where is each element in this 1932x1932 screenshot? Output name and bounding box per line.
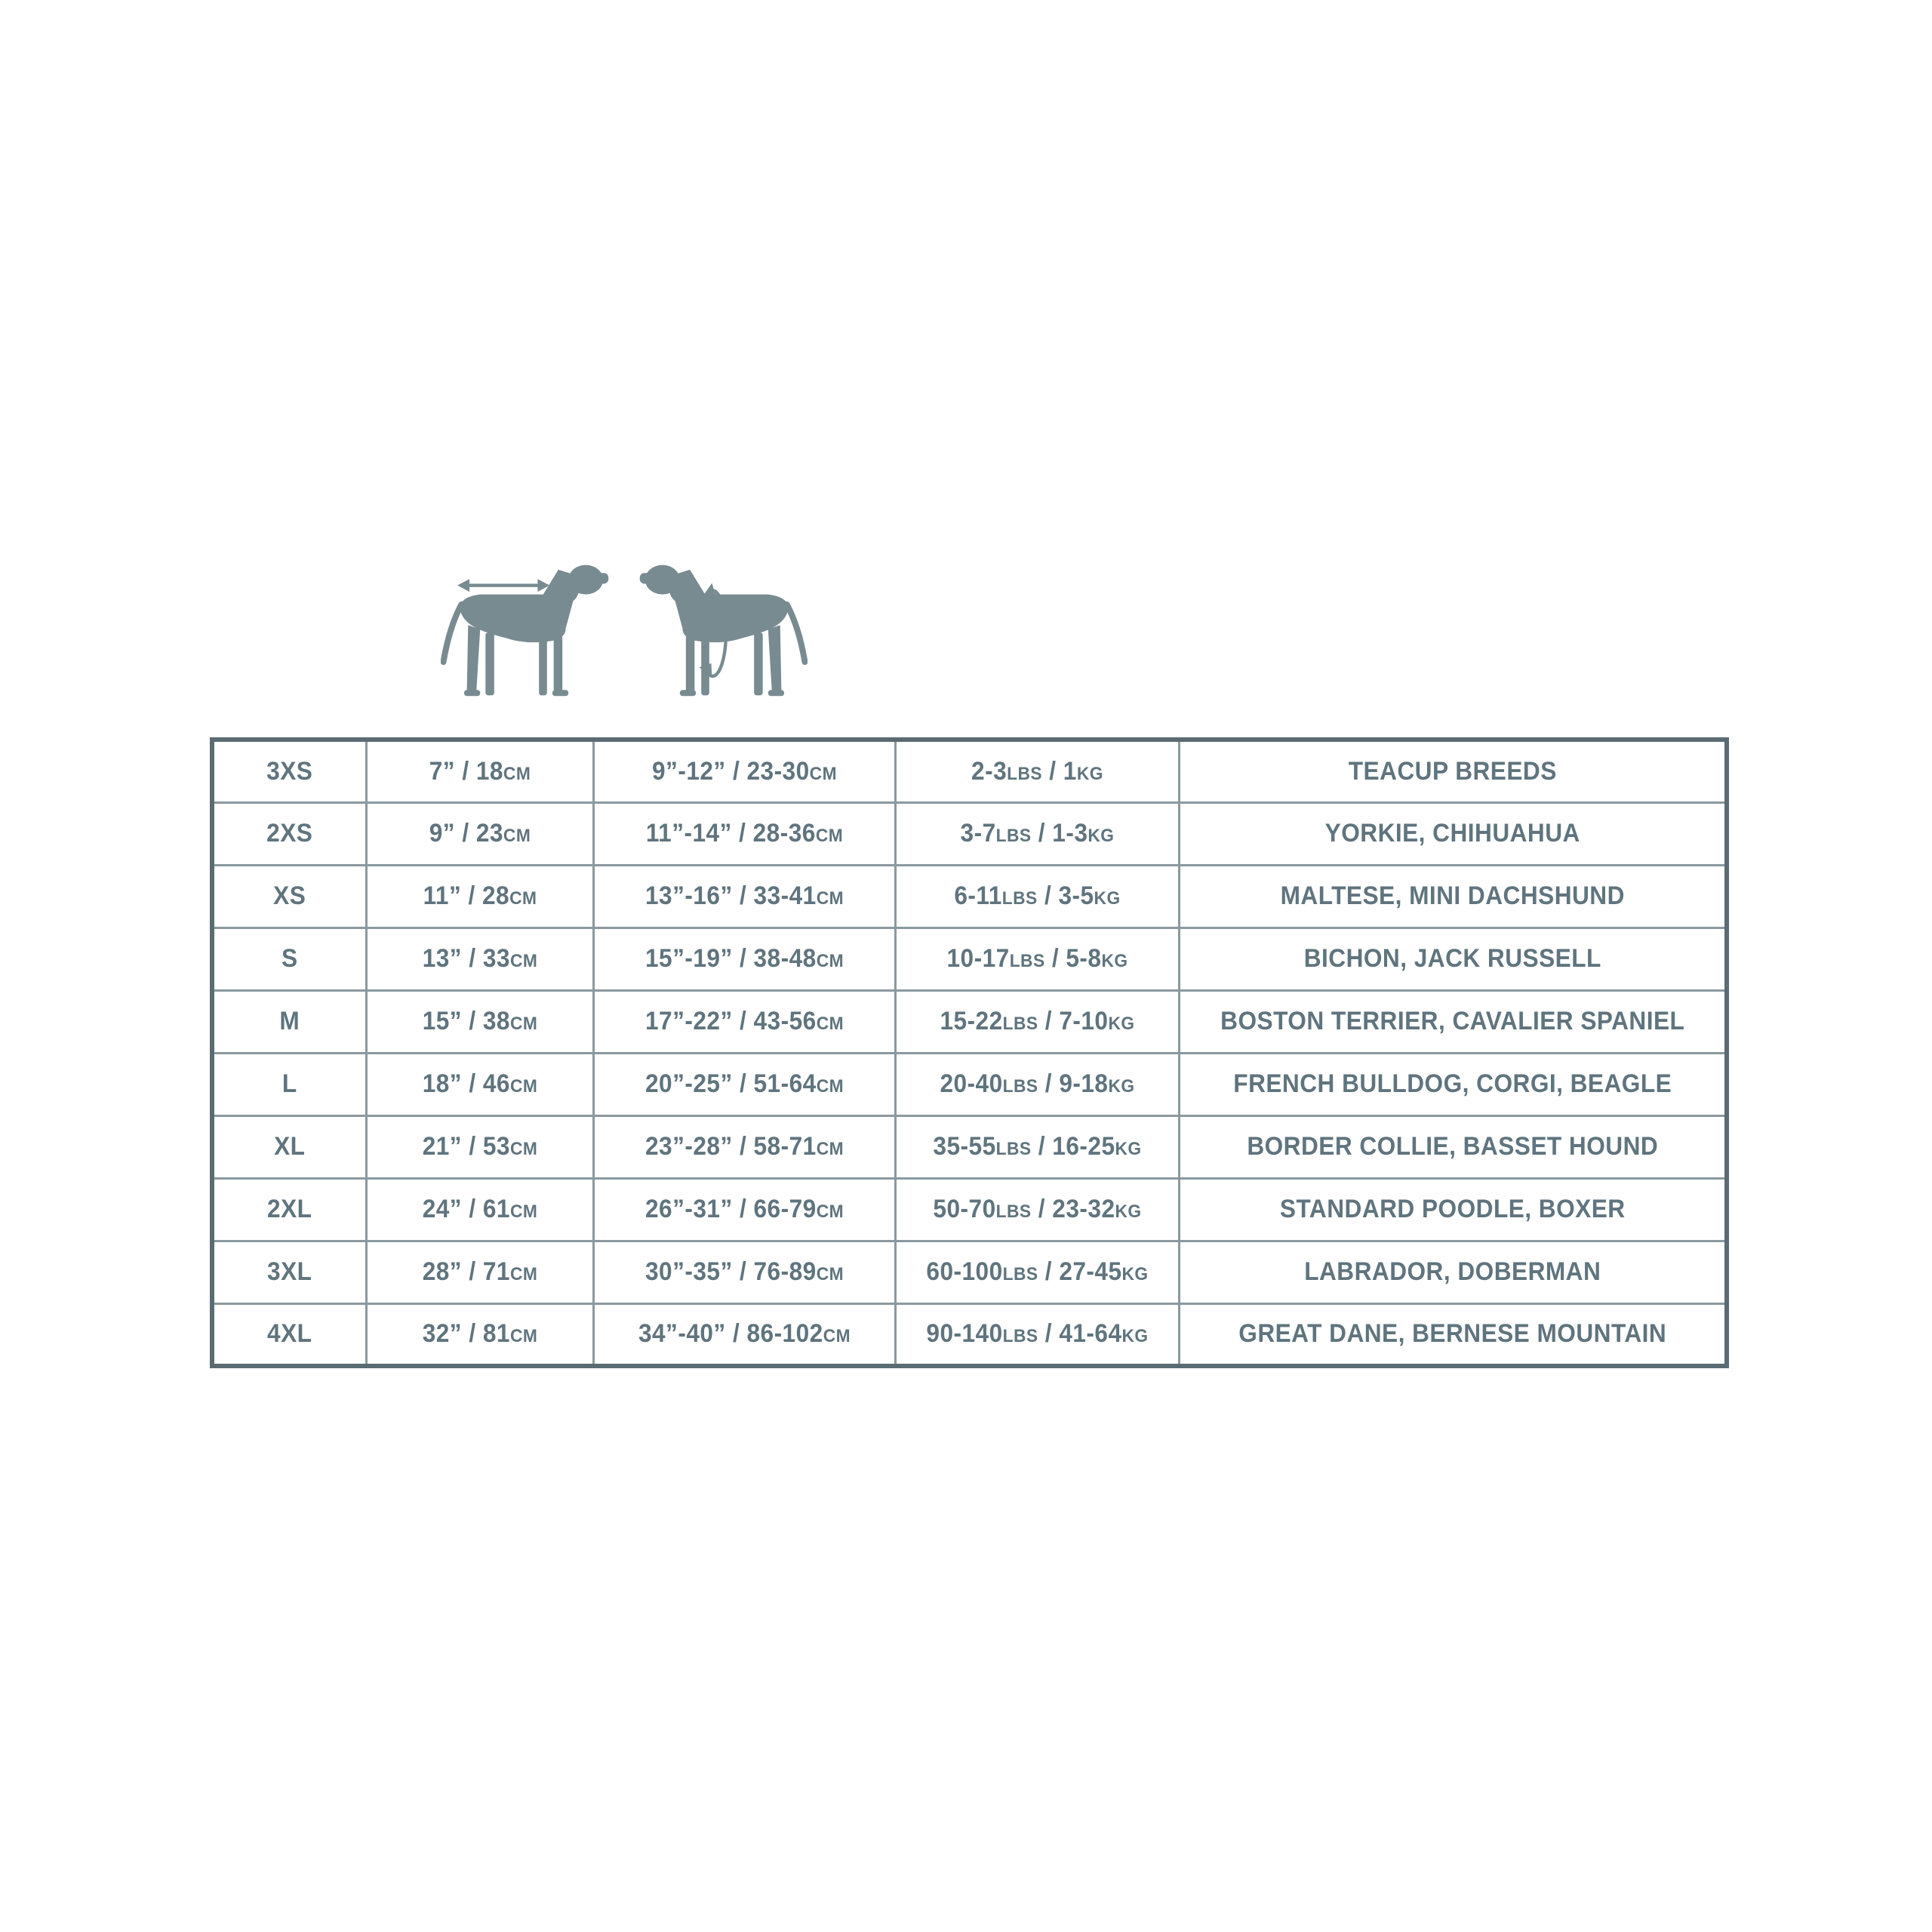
- weight-cell: [895, 1115, 1179, 1178]
- cm-value: 53: [482, 1132, 510, 1161]
- table-row: [212, 1178, 1727, 1241]
- lbs-unit-label: LBS: [1006, 763, 1042, 784]
- kg-unit-label: KG: [1114, 1139, 1142, 1159]
- lbs-value: 2-3: [971, 756, 1007, 786]
- lbs-value: 35-55: [932, 1132, 996, 1161]
- cm-unit-label: CM: [815, 826, 843, 846]
- separator: /: [732, 1069, 753, 1098]
- kg-unit-label: KG: [1121, 1326, 1149, 1347]
- table-row: [212, 865, 1727, 928]
- separator: /: [1031, 819, 1052, 848]
- kg-value: 5-8: [1065, 944, 1101, 973]
- table-row: [212, 1241, 1727, 1303]
- separator: /: [725, 1319, 746, 1349]
- table-row: [212, 1115, 1727, 1178]
- lbs-value: 10-17: [946, 944, 1010, 973]
- lbs-unit-label: LBS: [1002, 1326, 1038, 1347]
- weight-cell: [895, 865, 1179, 928]
- weight-cell: [895, 1178, 1179, 1241]
- cm-unit-label: CM: [503, 826, 531, 846]
- table-row: [212, 1303, 1727, 1366]
- cm-value: 86-102: [746, 1319, 823, 1349]
- inches-value: 18”: [422, 1069, 462, 1098]
- breeds-cell: [1179, 1303, 1727, 1366]
- weight-cell: [895, 990, 1179, 1053]
- size-label: XS: [273, 881, 306, 910]
- weight-cell: [895, 928, 1179, 990]
- separator: /: [732, 1007, 753, 1035]
- separator: /: [460, 881, 482, 910]
- chest-girth-cell: [593, 990, 895, 1053]
- cm-unit-label: CM: [509, 1264, 537, 1284]
- lbs-unit-label: LBS: [1002, 1014, 1038, 1034]
- back-length-cell: [366, 1303, 593, 1366]
- separator: /: [732, 1132, 753, 1161]
- breeds-label: BOSTON TERRIER, CAVALIER SPANIEL: [1220, 1007, 1684, 1035]
- kg-unit-label: KG: [1107, 1014, 1135, 1034]
- separator: /: [1038, 1319, 1059, 1349]
- back-length-cell: [366, 1241, 593, 1303]
- cm-unit-label: CM: [509, 1139, 537, 1159]
- chest-girth-cell: [593, 802, 895, 865]
- inches-value: 13”: [422, 944, 462, 973]
- lbs-value: 6-11: [953, 881, 1002, 910]
- weight-cell: [895, 1053, 1179, 1115]
- separator: /: [461, 944, 483, 973]
- inches-value: 26”-31”: [645, 1195, 733, 1223]
- back-length-cell: [366, 1115, 593, 1178]
- size-cell: [212, 1241, 366, 1303]
- separator: /: [732, 881, 753, 910]
- separator: /: [461, 1257, 483, 1286]
- dog-silhouette-back-length: [441, 563, 616, 703]
- kg-unit-label: KG: [1094, 888, 1121, 909]
- separator: /: [1041, 756, 1063, 786]
- separator: /: [461, 1132, 483, 1161]
- kg-unit-label: KG: [1114, 1201, 1142, 1222]
- size-cell: [212, 740, 366, 802]
- kg-value: 41-64: [1058, 1319, 1122, 1349]
- table-row: [212, 990, 1727, 1053]
- separator: /: [461, 1069, 483, 1098]
- kg-unit-label: KG: [1087, 826, 1114, 846]
- size-label: 3XS: [266, 756, 313, 786]
- inches-value: 21”: [422, 1132, 462, 1161]
- cm-value: 28: [481, 881, 509, 910]
- separator: /: [732, 944, 753, 973]
- inches-value: 7”: [429, 756, 455, 786]
- inches-value: 34”-40”: [638, 1319, 726, 1349]
- chest-girth-cell: [593, 928, 895, 990]
- kg-value: 3-5: [1057, 881, 1094, 910]
- back-length-cell: [366, 865, 593, 928]
- separator: /: [461, 1007, 483, 1035]
- cm-unit-label: CM: [809, 763, 837, 784]
- breeds-cell: [1179, 1241, 1727, 1303]
- kg-unit-label: KG: [1107, 1076, 1135, 1097]
- separator: /: [1037, 881, 1058, 910]
- inches-value: 24”: [422, 1195, 462, 1223]
- kg-unit-label: KG: [1100, 951, 1128, 971]
- chest-girth-cell: [593, 1115, 895, 1178]
- lbs-unit-label: LBS: [1001, 888, 1038, 909]
- cm-unit-label: CM: [816, 1264, 844, 1284]
- cm-value: 23-30: [746, 756, 810, 786]
- cm-value: 76-89: [752, 1257, 817, 1286]
- kg-value: 23-32: [1051, 1195, 1115, 1223]
- separator: /: [725, 756, 746, 786]
- kg-value: 7-10: [1058, 1007, 1108, 1035]
- chest-girth-cell: [593, 1178, 895, 1241]
- size-cell: [212, 1178, 366, 1241]
- lbs-unit-label: LBS: [1002, 1076, 1038, 1097]
- kg-value: 16-25: [1051, 1132, 1115, 1161]
- cm-unit-label: CM: [509, 888, 537, 909]
- breeds-label: GREAT DANE, BERNESE MOUNTAIN: [1238, 1319, 1666, 1349]
- cm-value: 61: [482, 1195, 510, 1223]
- kg-value: 1: [1063, 756, 1077, 786]
- cm-unit-label: CM: [816, 888, 844, 909]
- breeds-label: YORKIE, CHIHUAHUA: [1324, 819, 1580, 848]
- separator: /: [1038, 1257, 1059, 1286]
- size-cell: [212, 802, 366, 865]
- size-label: 3XL: [267, 1257, 312, 1286]
- table-row: [212, 928, 1727, 990]
- lbs-unit-label: LBS: [1009, 951, 1045, 971]
- weight-cell: [895, 740, 1179, 802]
- cm-unit-label: CM: [816, 1014, 844, 1034]
- breeds-label: MALTESE, MINI DACHSHUND: [1280, 881, 1625, 910]
- back-length-arrow-icon: [457, 579, 549, 592]
- inches-value: 11”-14”: [645, 819, 732, 848]
- dog-silhouette-chest-girth: [632, 563, 808, 703]
- inches-value: 32”: [422, 1319, 462, 1349]
- chest-girth-cell: [593, 740, 895, 802]
- inches-value: 17”-22”: [645, 1007, 733, 1035]
- cm-unit-label: CM: [816, 1201, 844, 1222]
- lbs-unit-label: LBS: [1002, 1264, 1038, 1284]
- cm-value: 33-41: [752, 881, 817, 910]
- separator: /: [461, 1195, 483, 1223]
- cm-value: 18: [475, 756, 503, 786]
- chest-girth-cell: [593, 1241, 895, 1303]
- breeds-label: BICHON, JACK RUSSELL: [1303, 944, 1601, 973]
- inches-value: 11”: [423, 881, 461, 910]
- breeds-cell: [1179, 990, 1727, 1053]
- cm-value: 66-79: [752, 1195, 817, 1223]
- separator: /: [1044, 944, 1066, 973]
- cm-value: 28-36: [752, 819, 816, 848]
- chest-girth-cell: [593, 865, 895, 928]
- size-cell: [212, 1115, 366, 1178]
- separator: /: [1038, 1007, 1059, 1035]
- table-row: [212, 1053, 1727, 1115]
- cm-unit-label: CM: [816, 1139, 844, 1159]
- lbs-value: 15-22: [939, 1007, 1003, 1035]
- inches-value: 15”-19”: [645, 944, 733, 973]
- breeds-cell: [1179, 928, 1727, 990]
- back-length-cell: [366, 802, 593, 865]
- cm-value: 43-56: [752, 1007, 817, 1035]
- inches-value: 9”-12”: [651, 756, 726, 786]
- weight-cell: [895, 802, 1179, 865]
- separator: /: [732, 1257, 753, 1286]
- separator: /: [1031, 1195, 1052, 1223]
- cm-value: 71: [482, 1257, 510, 1286]
- size-label: S: [281, 944, 298, 973]
- cm-value: 81: [482, 1319, 510, 1349]
- cm-value: 23: [475, 819, 503, 848]
- size-label: 2XS: [266, 819, 313, 848]
- weight-cell: [895, 1241, 1179, 1303]
- lbs-unit-label: LBS: [995, 826, 1032, 846]
- back-length-cell: [366, 928, 593, 990]
- lbs-value: 3-7: [960, 819, 996, 848]
- size-label: M: [279, 1007, 300, 1035]
- separator: /: [454, 756, 476, 786]
- size-cell: [212, 928, 366, 990]
- inches-value: 13”-16”: [645, 881, 733, 910]
- cm-unit-label: CM: [509, 1201, 537, 1222]
- back-length-cell: [366, 1053, 593, 1115]
- inches-value: 28”: [422, 1257, 462, 1286]
- inches-value: 15”: [422, 1007, 462, 1035]
- inches-value: 30”-35”: [645, 1257, 733, 1286]
- breeds-cell: [1179, 1053, 1727, 1115]
- size-label: 4XL: [267, 1319, 312, 1349]
- separator: /: [1038, 1069, 1059, 1098]
- separator: /: [731, 819, 753, 848]
- breeds-label: BORDER COLLIE, BASSET HOUND: [1246, 1132, 1658, 1161]
- breeds-label: TEACUP BREEDS: [1348, 756, 1557, 786]
- cm-unit-label: CM: [509, 1076, 537, 1097]
- breeds-label: STANDARD POODLE, BOXER: [1279, 1195, 1626, 1223]
- back-length-cell: [366, 990, 593, 1053]
- size-cell: [212, 990, 366, 1053]
- breeds-cell: [1179, 1115, 1727, 1178]
- cm-unit-label: CM: [816, 951, 844, 971]
- lbs-value: 60-100: [925, 1257, 1003, 1286]
- cm-unit-label: CM: [503, 763, 531, 784]
- cm-value: 33: [482, 944, 510, 973]
- size-label: XL: [274, 1132, 306, 1161]
- lbs-value: 90-140: [925, 1319, 1003, 1349]
- lbs-value: 20-40: [939, 1069, 1003, 1098]
- cm-value: 58-71: [752, 1132, 817, 1161]
- kg-value: 9-18: [1058, 1069, 1108, 1098]
- cm-unit-label: CM: [509, 951, 537, 971]
- breeds-cell: [1179, 865, 1727, 928]
- lbs-unit-label: LBS: [995, 1201, 1032, 1222]
- separator: /: [461, 1319, 483, 1349]
- kg-unit-label: KG: [1121, 1264, 1149, 1284]
- kg-unit-label: KG: [1076, 763, 1103, 784]
- breeds-cell: [1179, 802, 1727, 865]
- chest-girth-cell: [593, 1303, 895, 1366]
- cm-value: 51-64: [752, 1069, 817, 1098]
- size-label: L: [281, 1069, 297, 1098]
- inches-value: 23”-28”: [645, 1132, 733, 1161]
- kg-value: 27-45: [1058, 1257, 1122, 1286]
- inches-value: 9”: [429, 819, 455, 848]
- size-cell: [212, 865, 366, 928]
- back-length-cell: [366, 1178, 593, 1241]
- breeds-cell: [1179, 740, 1727, 802]
- dog-side-silhouette: [640, 565, 805, 697]
- size-cell: [212, 1303, 366, 1366]
- lbs-unit-label: LBS: [995, 1139, 1032, 1159]
- table-row: [212, 740, 1727, 802]
- cm-unit-label: CM: [816, 1076, 844, 1097]
- breeds-label: FRENCH BULLDOG, CORGI, BEAGLE: [1232, 1069, 1672, 1098]
- cm-value: 38: [482, 1007, 510, 1035]
- inches-value: 20”-25”: [645, 1069, 733, 1098]
- cm-unit-label: CM: [509, 1014, 537, 1034]
- separator: /: [732, 1195, 753, 1223]
- cm-unit-label: CM: [509, 1326, 537, 1347]
- size-cell: [212, 1053, 366, 1115]
- cm-value: 46: [482, 1069, 510, 1098]
- back-length-cell: [366, 740, 593, 802]
- breeds-label: LABRADOR, DOBERMAN: [1303, 1257, 1601, 1286]
- cm-unit-label: CM: [823, 1326, 851, 1347]
- size-label: 2XL: [267, 1195, 312, 1223]
- breeds-cell: [1179, 1178, 1727, 1241]
- separator: /: [1031, 1132, 1052, 1161]
- cm-value: 38-48: [752, 944, 817, 973]
- table-row: [212, 802, 1727, 865]
- lbs-value: 50-70: [932, 1195, 996, 1223]
- size-chart-table: [210, 737, 1729, 1368]
- separator: /: [454, 819, 476, 848]
- chest-girth-cell: [593, 1053, 895, 1115]
- weight-cell: [895, 1303, 1179, 1366]
- kg-value: 1-3: [1051, 819, 1088, 848]
